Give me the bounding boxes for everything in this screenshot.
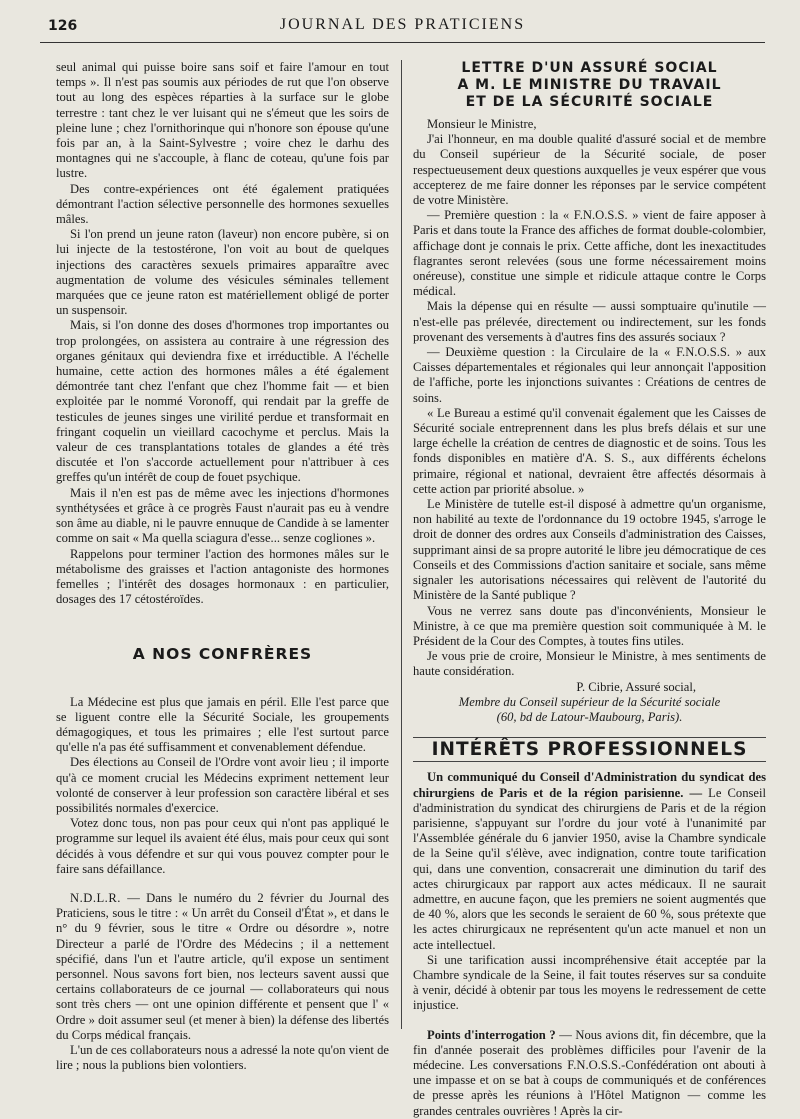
confreres-paragraph: Votez donc tous, non pas pour ceux qui n'ont pas appliqué le programme sur lequel ils avaient été élus, mais pour ceux qui sont décidés à vous défendre et sur qui vous pouvez compter pour le faire sans défaillance.	[56, 816, 389, 876]
ndlr-label: N.D.L.R.	[70, 890, 121, 905]
signature-address: (60, bd de Latour-Maubourg, Paris).	[496, 709, 683, 724]
confreres-title: A NOS CONFRÈRES	[132, 645, 313, 664]
article-paragraph: seul animal qui puisse boire sans soif et faire l'amour en tout temps ». Il n'est pas soumis aux périodes de rut que l'on observe tout au long des espèces réparties à la surface sur le globe terrestre : tant chez le ver luisant qui ne s'émeut que les soirs de pleine lune ; chez l'ornithorinque qui n'honore son épouse qu'une fois par an, à la Saint-Sylvestre ; voire chez le darhu des montagnes qui ne s'accouple, à flanc de coteau, qu'une fois par lustre.	[56, 60, 389, 181]
signature: P. Cibrie, Assuré social,	[576, 679, 696, 694]
signature-role: Membre du Conseil supérieur de la Sécurité sociale	[458, 694, 721, 709]
letter-title-line: ET DE LA SÉCURITÉ SOCIALE	[465, 94, 714, 110]
letter-paragraph: Le Ministère de tutelle est-il disposé à admettre qu'un organisme, non habilité au texte de l'ordonnance du 19 octobre 1945, s'arroge le droit de donner des ordres aux Conseils d'administration des Caisses, supprimant ainsi de sa propre autorité le libre jeu démocratique de ces Conseils et des Commissions d'action sanitaire et sociale, sans même signaler les autorisations nécessaires qui relèvent de l'autorité du Ministère de la Santé publique ?	[413, 497, 766, 603]
points-heading: Points d'interrogation ?	[427, 1027, 556, 1042]
article-paragraph: Mais il n'en est pas de même avec les injections d'hormones synthétysées et grâce à ce progrès Faust n'aurait pas eu à vendre son âme au diable, ni le pauvre ennuque de Candide à se lamenter comme on sait « Ma quella sciagura d'esse... senze cogliones ».	[56, 485, 389, 546]
points-paragraph	[413, 1028, 766, 1119]
interets-title: INTÉRÊTS PROFESSIONNELS	[413, 737, 766, 762]
communique-heading: Un communiqué du Conseil d'Administration du syndicat des chirurgiens de Paris et de la région parisienne. —	[413, 770, 766, 800]
page-number: 126	[48, 18, 78, 34]
confreres-paragraph: Des élections au Conseil de l'Ordre vont avoir lieu ; il importe qu'à ce moment crucial les Médecins expriment nettement leur volonté de conserver à leur profession son caractère libéral et ses possibilités normales d'exercice.	[56, 755, 389, 815]
letter-paragraph: J'ai l'honneur, en ma double qualité d'assuré social et de membre du Conseil supérieur de la Sécurité sociale, de poser respectueusement deux questions auxquelles je veux espérer que vous accepterez de me faire donner les réponses par le service compétent de votre Ministère.	[413, 132, 766, 208]
column-divider	[401, 60, 402, 1029]
letter-paragraph: Je vous prie de croire, Monsieur le Ministre, à mes sentiments de haute considération.	[413, 649, 766, 679]
page-header	[40, 14, 765, 43]
letter-paragraph: « Le Bureau a estimé qu'il convenait également que les Caisses de Sécurité sociale entreprennent dans les plus brefs délais et sur une large échelle la création de centres de diagnostic et de soins. Tous les fonds disponibles en matière d'A. S. S., aux différents échelons primaire, régional et national, devraient être affectés désormais à cette action par priorité absolue. »	[413, 405, 766, 496]
ndlr-paragraph	[56, 891, 389, 1043]
letter-paragraph: Vous ne verrez sans doute pas d'inconvénients, Monsieur le Ministre, à ce que ma première question soit communiquée à M. le Président de la Cour des Comptes, à toutes fins utiles.	[413, 603, 766, 648]
ndlr-text: — Dans le numéro du 2 février du Journal des Praticiens, sous le titre : « Un arrêt du Conseil d'État », et dans le n° du 9 février, sous le titre « Ordre ou désordre », notre Directeur a parlé de l'Ordre des Médecins ; il a nettement spécifié, dans l'un et l'autre article, qu'il expose un sentiment personnel. Nous savons fort bien, nos lecteurs savent aussi que certains collaborateurs de ce journal — collaborateurs qui nous sont très chers — ont une opinion différente et pensent que l' « Ordre » doit assumer seul (et mener à bien) la défense des libertés du Corps médical français.	[56, 890, 389, 1042]
letter-paragraph: Mais la dépense qui en résulte — aussi somptuaire qu'inutile — n'est-elle pas prélevée, directement ou indirectement, sur les fonds provenant des versements à d'autres fins des assurés sociaux ?	[413, 299, 766, 344]
article-paragraph: Des contre-expériences ont été également pratiquées démontrant l'action sélective personnelle des hormones sexuelles mâles.	[56, 181, 389, 227]
communique-paragraph	[413, 770, 766, 952]
article-paragraph: Si l'on prend un jeune raton (laveur) non encore pubère, si on lui injecte de la testostérone, l'on voit au bout de quelques injections des caractères sexuels primaires apparaître avec augmentation de volume des vésicules séminales tellement marquées que ce jeune raton est matériellement obligé de porter un suspensoir.	[56, 227, 389, 318]
communique-text: Le Conseil d'administration du syndicat des chirurgiens de Paris et de la région parisienne, s'appuyant sur l'ordre du jour voté à l'unanimité par l'Assemblée générale du 6 janvier 1950, avise la Chambre syndicale de la Seine qu'il s'élève, avec indignation, contre toute tarification qui, dans une convention, consacrerait une diminution du tarif des actes chirurgicaux par rapport aux actes médicaux. Il ne saurait admettre, en aucune façon, que les premiers ne soient augmentés que de 40 %, alors que les seconds le seraient de 60 %, sous prétexte que les actes chirurgicaux ne représentent qu'un acte manuel et non un acte intellectuel.	[413, 785, 766, 952]
journal-title: JOURNAL DES PRATICIENS	[279, 16, 526, 33]
article-paragraph: Rappelons pour terminer l'action des hormones mâles sur le métabolisme des graisses et l'action antagoniste des hormones femelles ; l'intérêt des dosages hormonaux : en particulier, dosages des 17 cétostéroïdes.	[56, 546, 389, 607]
points-text: — Nous avions dit, fin décembre, que la fin d'année poserait des problèmes difficiles pour l'avenir de la médecine. Les conversations F.N.O.S.S.-Confédération ont abouti à une impasse et on se bat à coups de communiqués et de conférences de presse après les réunions à l'Hôtel Matignon — comme les grandes centrales ouvrières ! Après la cir-	[413, 1027, 766, 1118]
letter-title	[413, 60, 766, 111]
communique-paragraph-2: Si une tarification aussi incompréhensive était acceptée par la Chambre syndicale de la Seine, il fait toutes réserves sur sa conduite à venir, décidé à obtenir par tous les moyens le redressement de cette injustice.	[413, 952, 766, 1013]
letter-paragraph: — Première question : la « F.N.O.S.S. » vient de faire apposer à Paris et dans toute la France des affiches de format double-colombier, affichage dont je connais le prix. Cette affiche, dont les inexactitudes flagrantes seront relevées (sous une forme nécessairement moins onéreuse), constitue une simple et ridicule attaque contre le Corps médical.	[413, 208, 766, 299]
article-paragraph: Mais, si l'on donne des doses d'hormones trop importantes ou trop prolongées, on assistera au contraire à une régression des organes génitaux qui deviendra fixe et irréductible. A l'échelle humaine, cette action des hormones mâles a été également démontrée tant chez l'enfant que chez l'homme fait — et bien exploitée par le nommé Voronoff, qui rendait par la greffe de testicules de jeunes singes une virilité perdue et transformait en fringant coquelin un vieillard cacochyme et perclus. Mais la valeur de ces transplantations totales de glandes a été très discutée et l'on s'accorde actuellement pour n'attribuer à ces greffes qu'un intérêt de coup de fouet psychique.	[56, 318, 389, 485]
letter-paragraph: — Deuxième question : la Circulaire de la « F.N.O.S.S. » aux Caisses départementales et régionales qui leur annonçait l'apposition de l'affiche, porte les injonctions suivantes : Créations de centres de soins.	[413, 345, 766, 405]
ndlr-last-paragraph: L'un de ces collaborateurs nous a adressé la note qu'on vient de lire ; nous la publions bien volontiers.	[56, 1042, 389, 1073]
letter-title-line: LETTRE D'UN ASSURÉ SOCIAL	[461, 60, 718, 76]
right-column	[413, 60, 766, 1118]
letter-title-line: A M. LE MINISTRE DU TRAVAIL	[457, 77, 722, 93]
letter-salutation: Monsieur le Ministre,	[427, 117, 537, 131]
confreres-paragraph: La Médecine est plus que jamais en péril. Elle l'est parce que se liguent contre elle la Sécurité Sociale, les groupements démagogiques, et tous les primaires ; elle l'est surtout parce qu'elle n'a pas été suffisamment et convenablement défendue.	[56, 694, 389, 755]
left-column	[56, 60, 389, 1073]
